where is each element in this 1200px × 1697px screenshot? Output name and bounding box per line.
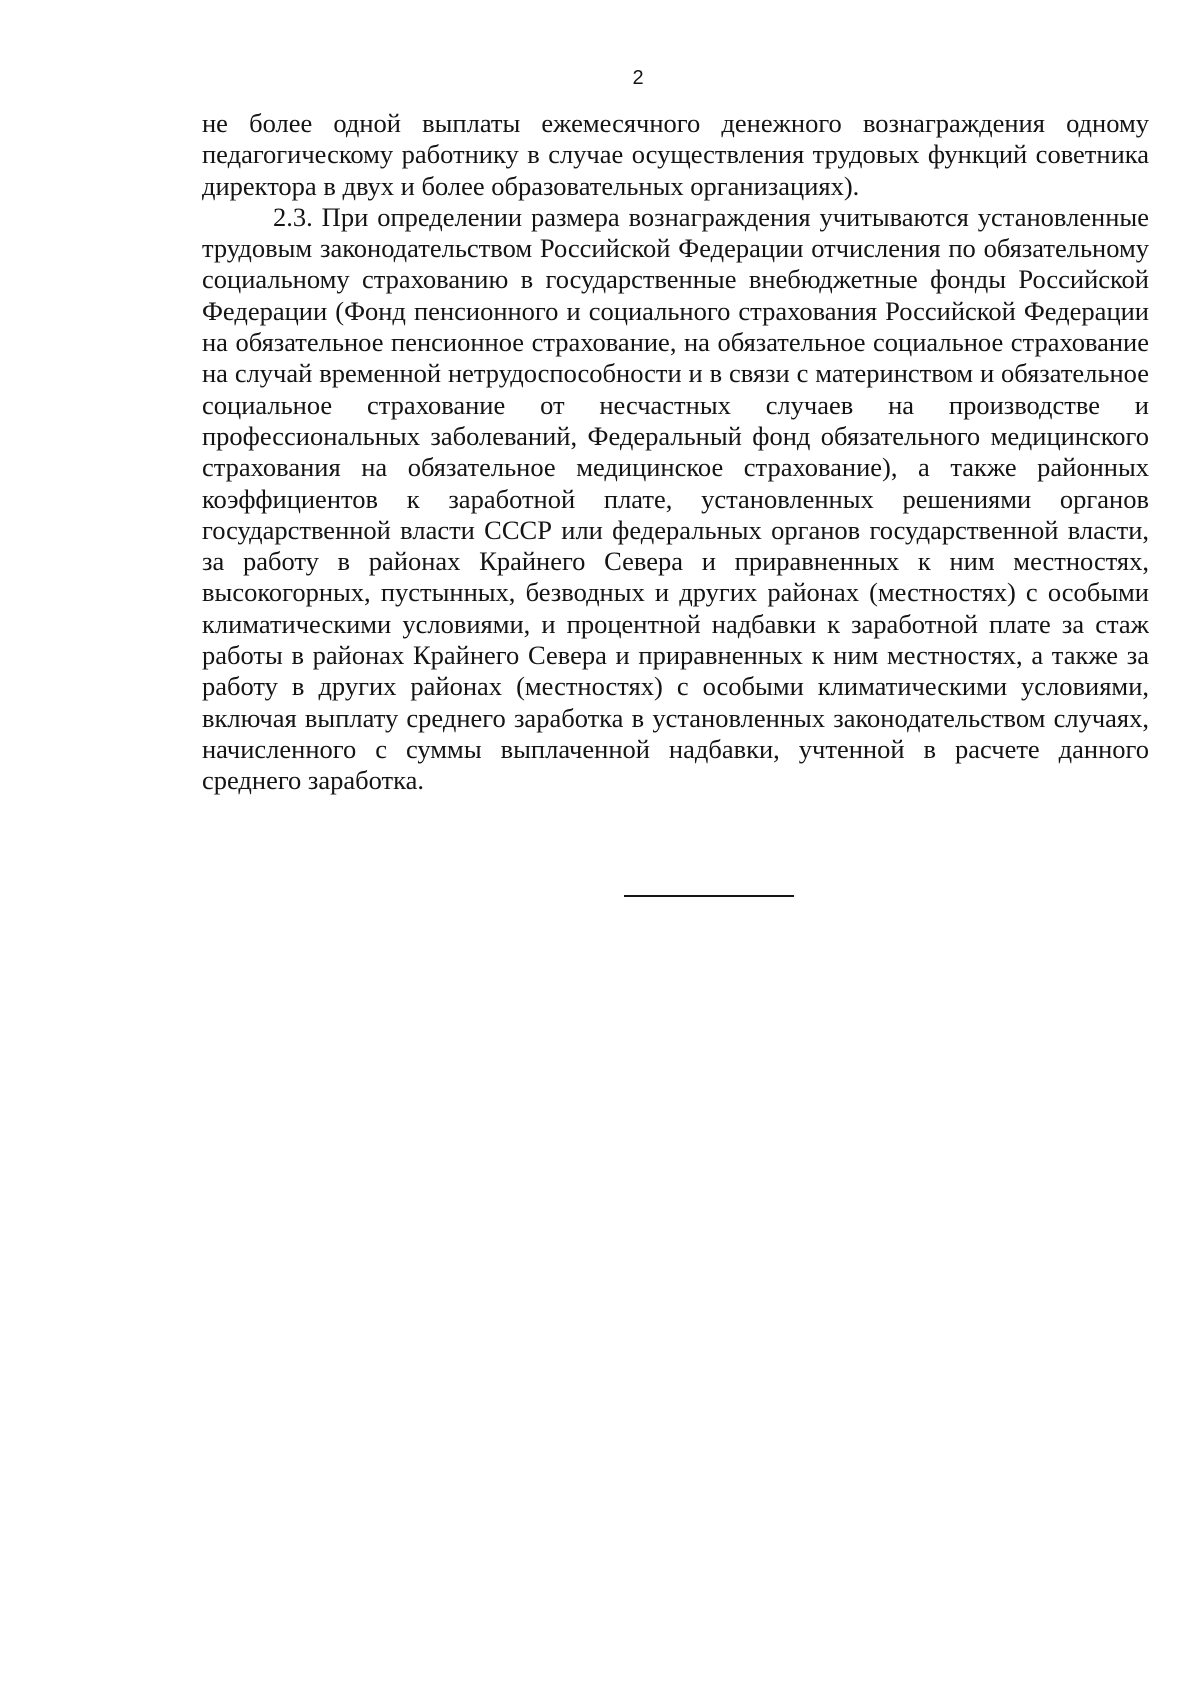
- page-number: 2: [632, 67, 644, 89]
- paragraph-continuation: не более одной выплаты ежемесячного денежного вознаграждения одному педагогическому работнику в случае осуществления трудовых функций советника директора в двух и более образовательных организациях).: [202, 108, 1149, 201]
- end-separator-line: [624, 895, 794, 897]
- document-body: [202, 108, 1149, 797]
- paragraph-2-3: 2.3. При определении размера вознаграждения учитываются установленные трудовым законодательством Российской Федерации отчисления по обязательному социальному страхованию в государственные внебюджетные фонды Российской Федерации (Фонд пенсионного и социального страхования Российской Федерации на обязательное пенсионное страхование, на обязательное социальное страхование на случай временной нетрудоспособности и в связи с материнством и обязательное социальное страхование от несчастных случаев на производстве и профессиональных заболеваний, Федеральный фонд обязательного медицинского страхования на обязательное медицинское страхование), а также районных коэффициентов к заработной плате, установленных решениями органов государственной власти СССР или федеральных органов государственной власти, за работу в районах Крайнего Севера и приравненных к ним местностях, высокогорных, пустынных, безводных и других районах (местностях) с особыми климатическими условиями, и процентной надбавки к заработной плате за стаж работы в районах Крайнего Севера и приравненных к ним местностях, а также за работу в других районах (местностях) с особыми климатическими условиями, включая выплату среднего заработка в установленных законодательством случаях, начисленного с суммы выплаченной надбавки, учтенной в расчете данного среднего заработка.: [202, 201, 1149, 796]
